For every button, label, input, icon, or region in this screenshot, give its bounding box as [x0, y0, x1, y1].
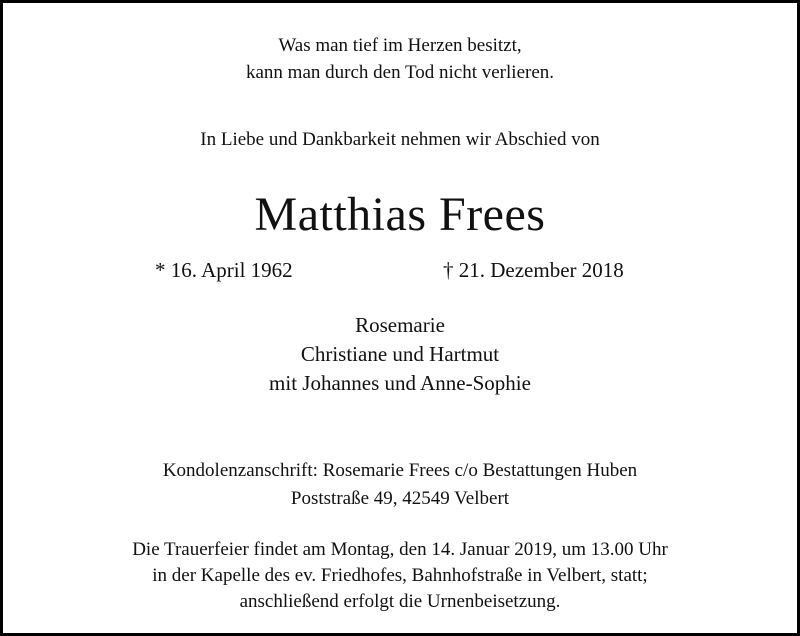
- service-info-line-3: anschließend erfolgt die Urnenbeisetzung.: [239, 591, 561, 612]
- mourner-2: Christiane und Hartmut: [300, 342, 500, 366]
- deceased-name: Matthias Frees: [254, 188, 546, 241]
- condolence-address-line-2: Poststraße 49, 42549 Velbert: [290, 488, 510, 509]
- death-date: † 21. Dezember 2018: [443, 258, 624, 282]
- farewell-intro: In Liebe und Dankbarkeit nehmen wir Abschied von: [200, 129, 600, 150]
- condolence-address-line-1: Kondolenzanschrift: Rosemarie Frees c/o Bestattungen Huben: [162, 460, 638, 481]
- quote-line-2: kann man durch den Tod nicht verlieren.: [245, 62, 555, 83]
- mourner-1: Rosemarie: [355, 313, 445, 337]
- birth-date: * 16. April 1962: [155, 258, 293, 282]
- service-info-line-2: in der Kapelle des ev. Friedhofes, Bahnhofstraße in Velbert, statt;: [152, 565, 648, 586]
- service-info-line-1: Die Trauerfeier findet am Montag, den 14. Januar 2019, um 13.00 Uhr: [132, 539, 668, 560]
- quote-line-1: Was man tief im Herzen besitzt,: [278, 35, 522, 56]
- mourner-3: mit Johannes und Anne-Sophie: [269, 371, 531, 395]
